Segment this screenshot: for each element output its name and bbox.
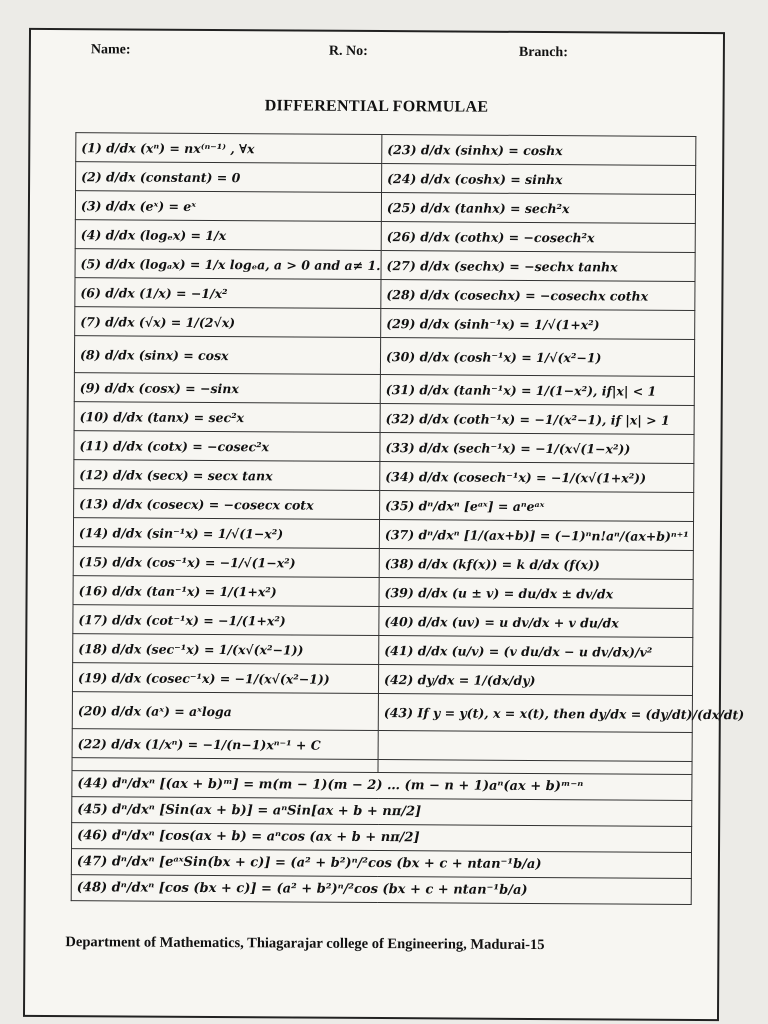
formula-row	[73, 518, 693, 551]
formula-cell-right: (28) d/dx (cosechx) = −cosechx cothx	[381, 280, 695, 311]
formula-row-wide	[71, 849, 691, 879]
formula-cell-left: (6) d/dx (1/x) = −1/x²	[75, 278, 381, 309]
formula-row	[74, 373, 694, 406]
formula-cell-wide: (47) dⁿ/dxⁿ [eᵃˣSin(bx + c)] = (a² + b²)ⁿ/²cos (bx + c + ntan⁻¹b/a)	[71, 849, 691, 879]
formula-sheet	[23, 28, 745, 1021]
formula-row	[73, 605, 693, 638]
formula-cell-right: (32) d/dx (coth⁻¹x) = −1/(x²−1), if |x| > 1	[380, 404, 694, 435]
formula-row-wide	[71, 875, 691, 905]
branch-label: Branch:	[518, 44, 568, 61]
formula-row	[72, 663, 692, 696]
formula-cell-left: (7) d/dx (√x) = 1/(2√x)	[75, 307, 381, 338]
formula-cell-right: (27) d/dx (sechx) = −sechx tanhx	[381, 251, 695, 282]
formula-row	[74, 460, 694, 493]
formula-cell-right: (31) d/dx (tanh⁻¹x) = 1/(1−x²), if|x| < 1	[380, 375, 694, 406]
formula-cell-left: (13) d/dx (cosecx) = −cosecx cotx	[74, 489, 380, 520]
formula-cell-right: (38) d/dx (kf(x)) = k d/dx (f(x))	[379, 549, 693, 580]
formula-row	[74, 489, 694, 522]
formula-row	[73, 576, 693, 609]
formula-cell-right: (43) If y = y(t), x = x(t), then dy/dx = (dy/dt)/(dx/dt)	[378, 694, 692, 733]
formula-row	[74, 336, 694, 377]
formula-row	[72, 729, 692, 762]
formula-row-wide	[72, 797, 692, 827]
formula-cell-right: (40) d/dx (uv) = u dv/dx + v du/dx	[379, 607, 693, 638]
formula-row	[72, 692, 692, 733]
formula-cell-left: (16) d/dx (tan⁻¹x) = 1/(1+x²)	[73, 576, 379, 607]
formula-row	[76, 133, 696, 166]
formula-cell-left: (19) d/dx (cosec⁻¹x) = −1/(x√(x²−1))	[72, 663, 378, 694]
name-label: Name:	[90, 42, 131, 58]
formula-cell-left: (8) d/dx (sinx) = cosx	[74, 336, 380, 375]
formula-cell-right: (41) d/dx (u/v) = (v du/dx − u dv/dx)/v²	[379, 636, 693, 667]
formula-cell-wide: (45) dⁿ/dxⁿ [Sin(ax + b)] = aⁿSin[ax + b + nπ/2]	[72, 797, 692, 827]
formula-cell-right: (33) d/dx (sech⁻¹x) = −1/(x√(1−x²))	[380, 433, 694, 464]
formula-cell-left: (17) d/dx (cot⁻¹x) = −1/(1+x²)	[73, 605, 379, 636]
formula-cell-right: (34) d/dx (cosech⁻¹x) = −1/(x√(1+x²))	[380, 462, 694, 493]
formula-row	[76, 162, 696, 195]
formula-row	[75, 191, 695, 224]
formula-row	[74, 402, 694, 435]
formula-cell-left: (4) d/dx (logₑx) = 1/x	[75, 220, 381, 251]
formula-cell-right: (24) d/dx (coshx) = sinhx	[382, 164, 696, 195]
formula-cell-right: (37) dⁿ/dxⁿ [1/(ax+b)] = (−1)ⁿn!aⁿ/(ax+b)ⁿ⁺¹	[379, 520, 693, 551]
formula-cell-wide: (48) dⁿ/dxⁿ [cos (bx + c)] = (a² + b²)ⁿ/²cos (bx + c + ntan⁻¹b/a)	[71, 875, 691, 905]
department-footer: Department of Mathematics, Thiagarajar college of Engineering, Madurai-15	[65, 934, 545, 954]
formula-cell-left: (3) d/dx (eˣ) = eˣ	[75, 191, 381, 222]
formula-cell-right: (23) d/dx (sinhx) = coshx	[382, 135, 696, 166]
formula-table	[71, 132, 745, 905]
formula-cell-left: (5) d/dx (logₐx) = 1/x logₑa, a > 0 and a≠ 1.	[75, 249, 381, 280]
formula-cell-left: (20) d/dx (aˣ) = aˣloga	[72, 692, 378, 731]
formula-cell-right: (25) d/dx (tanhx) = sech²x	[381, 193, 695, 224]
formula-row	[75, 278, 695, 311]
formula-cell-right: (26) d/dx (cothx) = −cosech²x	[381, 222, 695, 253]
formula-row	[75, 249, 695, 282]
formula-cell-left: (12) d/dx (secx) = secx tanx	[74, 460, 380, 491]
formula-cell-left: (11) d/dx (cotx) = −cosec²x	[74, 431, 380, 462]
formula-row	[75, 307, 695, 340]
formula-cell-right: (39) d/dx (u ± v) = du/dx ± dv/dx	[379, 578, 693, 609]
formula-cell-right: (29) d/dx (sinh⁻¹x) = 1/√(1+x²)	[381, 309, 695, 340]
formula-cell-left: (2) d/dx (constant) = 0	[76, 162, 382, 193]
page-title: DIFFERENTIAL FORMULAE	[264, 97, 489, 116]
formula-cell-left: (14) d/dx (sin⁻¹x) = 1/√(1−x²)	[73, 518, 379, 549]
formula-row	[73, 634, 693, 667]
formula-row-wide	[72, 771, 692, 801]
formula-cell-right: (35) dⁿ/dxⁿ [eᵃˣ] = aⁿeᵃˣ	[380, 491, 694, 522]
formula-row	[73, 547, 693, 580]
formula-cell-left: (9) d/dx (cosx) = −sinx	[74, 373, 380, 404]
formula-cell-left: (22) d/dx (1/xⁿ) = −1/(n−1)xⁿ⁻¹ + C	[72, 729, 378, 760]
formula-cell-left: (10) d/dx (tanx) = sec²x	[74, 402, 380, 433]
formula-cell-right	[378, 731, 692, 762]
roll-number-label: R. No:	[328, 43, 368, 59]
formula-cell-wide: (46) dⁿ/dxⁿ [cos(ax + b) = aⁿcos (ax + b + nπ/2]	[72, 823, 692, 853]
formula-cell-left: (15) d/dx (cos⁻¹x) = −1/√(1−x²)	[73, 547, 379, 578]
formula-cell-right: (42) dy/dx = 1/(dx/dy)	[378, 665, 692, 696]
formula-row-wide	[72, 823, 692, 853]
formula-cell-left: (1) d/dx (xⁿ) = nx⁽ⁿ⁻¹⁾ , ∀x	[76, 133, 382, 164]
formula-cell-right: (30) d/dx (cosh⁻¹x) = 1/√(x²−1)	[380, 338, 694, 377]
formula-cell-left: (18) d/dx (sec⁻¹x) = 1/(x√(x²−1))	[73, 634, 379, 665]
formula-row	[75, 220, 695, 253]
formula-row	[74, 431, 694, 464]
formula-cell-wide: (44) dⁿ/dxⁿ [(ax + b)ᵐ] = m(m − 1)(m − 2) … (m − n + 1)aⁿ(ax + b)ᵐ⁻ⁿ	[72, 771, 692, 801]
